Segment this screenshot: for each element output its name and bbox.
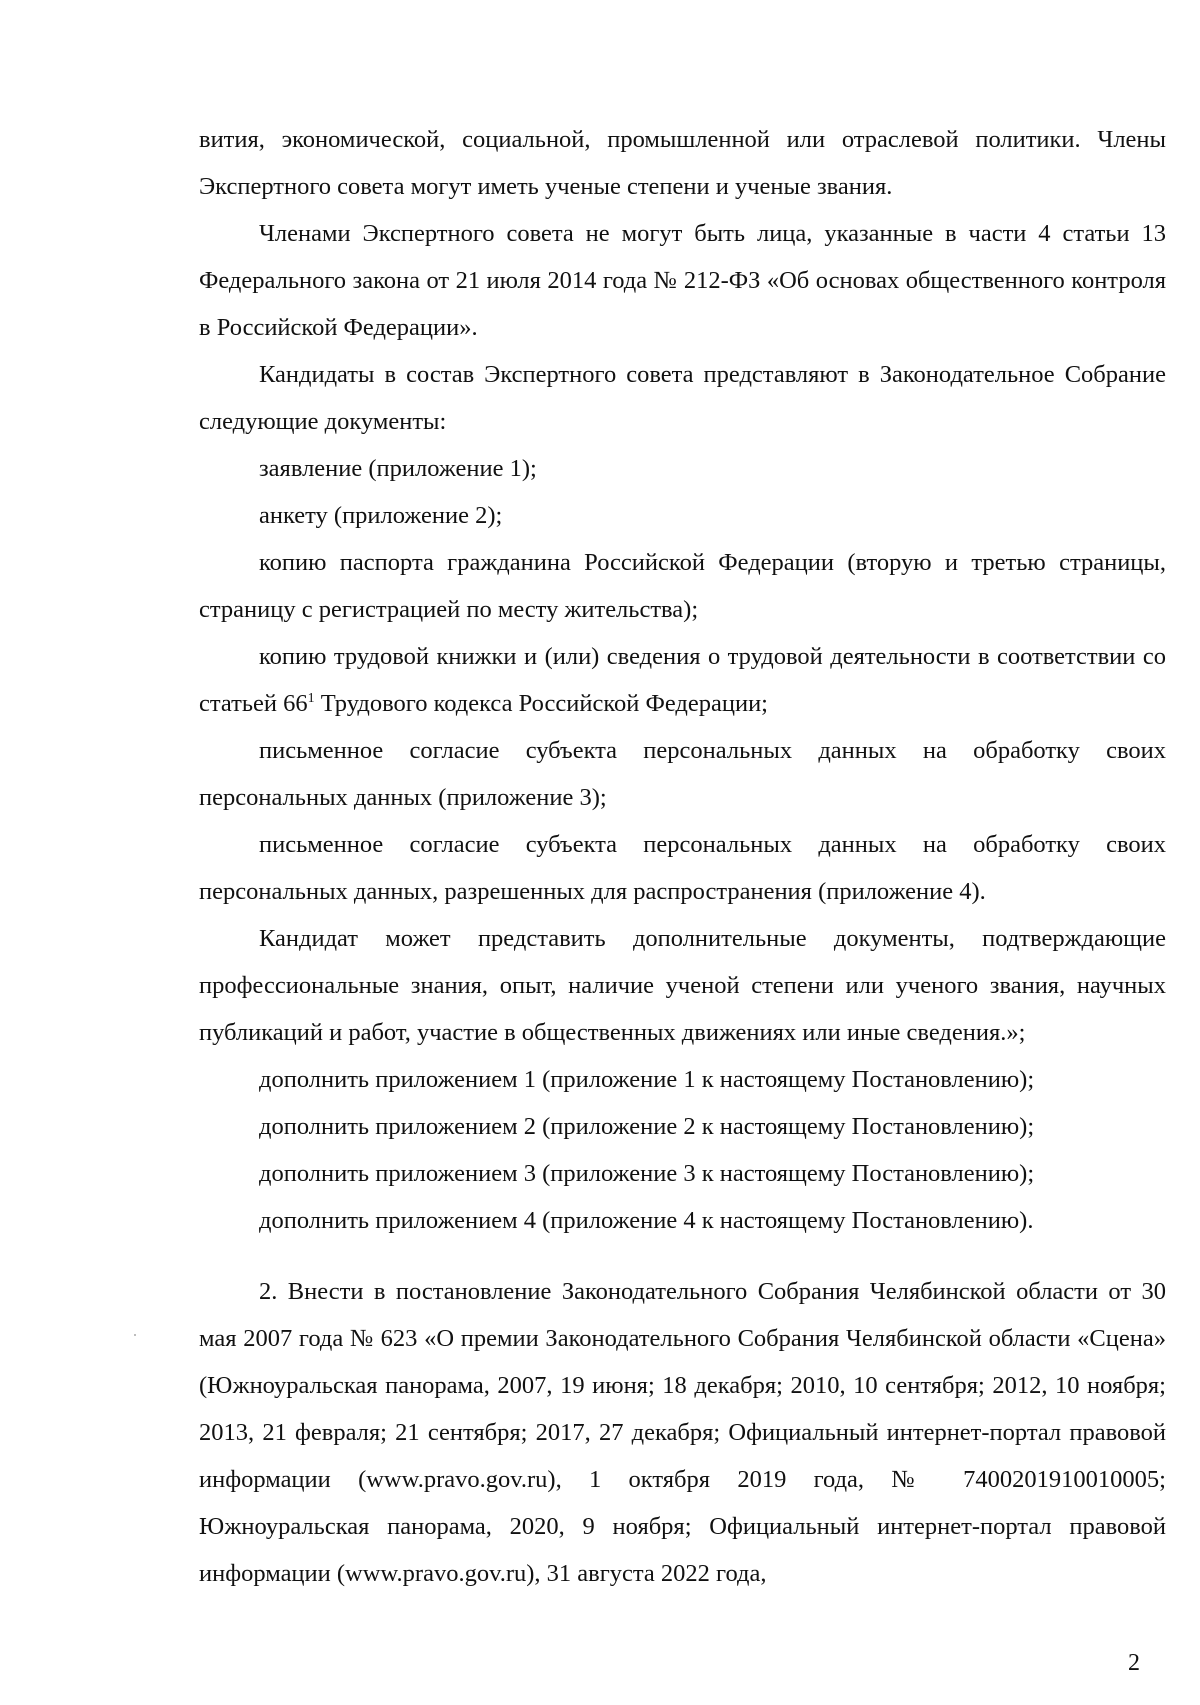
section-2-paragraph: 2. Внести в постановление Законодательного Собрания Челябинской области от 30 мая 2007 года № 623 «О премии Законодательного Собрания Челябинской области «Сцена» (Южноуральская панорама, 2007, 19 июня; 18 декабря; 2010, 10 сентября; 2012, 10 ноября; 2013, 21 февраля; 21 сентября; 2017, 27 декабря; Официальный интернет-портал правовой информации (www.pravo.gov.ru), 1 октября 2019 года, № 7400201910010005; Южноуральская панорама, 2020, 9 ноября; Официальный интернет-портал правовой информации (www.pravo.gov.ru), 31 августа 2022 года, — [199, 1278, 1166, 1587]
work-record-text-end: Трудового кодекса Российской Федерации; — [314, 690, 768, 717]
amendment-appendix-4: дополнить приложением 4 (приложение 4 к настоящему Постановлению). — [259, 1207, 1034, 1234]
amendment-appendix-2: дополнить приложением 2 (приложение 2 к настоящему Постановлению); — [259, 1113, 1035, 1140]
section-spacer — [199, 1244, 1166, 1268]
document-body — [199, 116, 1166, 1597]
amendments-list — [199, 1056, 1166, 1244]
amendment-appendix-3: дополнить приложением 3 (приложение 3 к настоящему Постановлению); — [259, 1160, 1035, 1187]
list-item-consent-processing: письменное согласие субъекта персональных данных на обработку своих персональных данных (приложение 3); — [199, 737, 1166, 811]
list-item-work-record — [199, 633, 1166, 727]
list-item-passport-copy: копию паспорта гражданина Российской Федерации (вторую и третью страницы, страницу с регистрацией по месту жительства); — [199, 549, 1166, 623]
paragraph-candidate-documents-intro: Кандидаты в состав Экспертного совета представляют в Законодательное Собрание следующие документы: — [199, 361, 1166, 435]
paragraph-council-members-degrees: вития, экономической, социальной, промышленной или отраслевой политики. Члены Экспертного совета могут иметь ученые степени и ученые звания. — [199, 126, 1166, 200]
article-superscript: 1 — [307, 691, 315, 706]
list-item-questionnaire: анкету (приложение 2); — [259, 502, 503, 529]
list-item-application: заявление (приложение 1); — [259, 455, 537, 482]
scan-speck — [134, 1334, 136, 1336]
amendment-appendix-1: дополнить приложением 1 (приложение 1 к настоящему Постановлению); — [259, 1066, 1035, 1093]
paragraph-ineligible-persons: Членами Экспертного совета не могут быть лица, указанные в части 4 статьи 13 Федерального закона от 21 июля 2014 года № 212-ФЗ «Об основах общественного контроля в Российской Федерации». — [199, 220, 1166, 341]
paragraph-additional-documents: Кандидат может представить дополнительные документы, подтверждающие профессиональные знания, опыт, наличие ученой степени или ученого звания, научных публикаций и работ, участие в общественных движениях или иные сведения.»; — [199, 925, 1166, 1046]
page-number: 2 — [1128, 1650, 1140, 1676]
work-record-text: копию трудовой книжки и (или) сведения о трудовой деятельности в соответствии со статьей 66 — [199, 643, 1166, 717]
list-item-consent-distribution: письменное согласие субъекта персональных данных на обработку своих персональных данных, разрешенных для распространения (приложение 4). — [199, 831, 1166, 905]
